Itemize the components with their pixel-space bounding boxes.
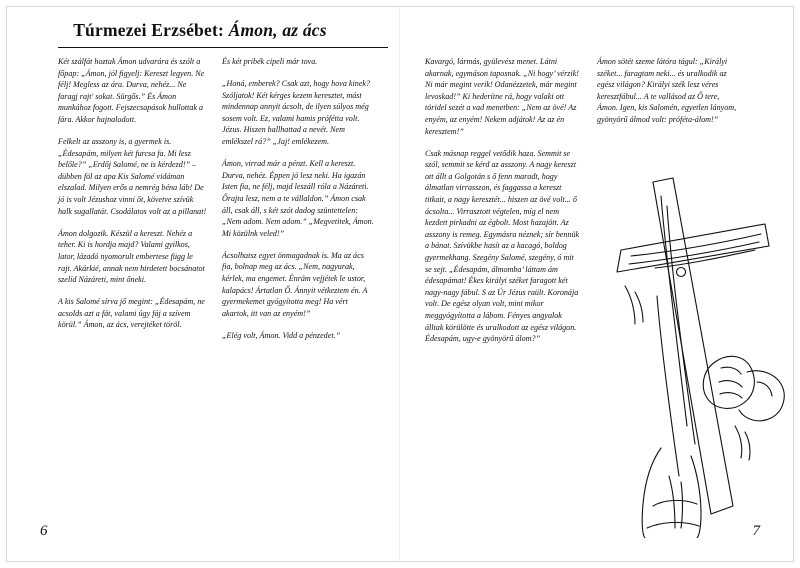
text-column-3: [425, 56, 581, 345]
paragraph: Ámon dolgozik. Készül a kereszt. Nehéz a teher. Ki is hordja majd? Valami gyilkos, lator, lázadó nyomorult embertese függ le rajt. Akárkié, annak nem hirdetett bocsánatot szelíd Názáreti, mint őneki.: [58, 228, 205, 285]
paragraph: Két szálfát hoztak Ámon udvarára és szólt a főpap: „Ámon, jól figyelj: Kereszt legyen. Ne félj! Megless az ára. Durva, nehéz... Ne faragj rajt' sokat. Sürgős.” És Ámon munkához fogott. Fejszecsapások hullottak a fára. Akkor hajnalodott.: [58, 57, 205, 124]
paragraph: Csak másnap reggel vetődik haza. Semmit se szól, semmit se kérd az asszony. A nagy kereszt ott állt a Golgotán s ő fenn maradt, hogy álmatlan virrasszon, és faggassa a kereszt titkait, a nagy keresztét... hiszen az övé volt... ő ácsolta... Virrasztott végtelen, míg el nem kezdett pirkadni az égbolt. Most hazajött. Az asszony is remeg. Egymásra néznek; sír bennük a bánat. Szívükbe hasít az a kacagó, boldog gyermekhang. Szegény Salomé, szegény, ó mit se sejt. „Édesapám, álmomba’ láttam ám édesapámat! Ékes királyi széket faragott két nagy-nagy fábul. S az Úr Jézus raült. Koronája volt. De egész olyan volt, mint mikor meggyógyította a lábom. Fényes angyalok álltak körülötte és uralkodott az egész világon. Édesapám, ugy-e gyönyörű álom?”: [425, 148, 580, 344]
illustration: [595, 176, 795, 538]
title-author: Túrmezei Erzsébet:: [73, 20, 225, 40]
text-column-2: [222, 56, 374, 341]
paragraph: És két pribék cipeli már tova.: [222, 57, 318, 66]
paragraph: „Honá, emberek? Csak azt, hogy hova kinek? Szóljatok! Két kérges kezem keresztet, mást mindennap annyit ácsolt, de ilyen súlyos még sosem volt. Ez, valami hamis prófétta volt. Jézus. Hiszen hallhattad a nevét. Nem emlékszel rá?” „Jaj! emlékezem.: [222, 79, 371, 147]
text-column-1: [58, 56, 208, 331]
paragraph: Ácsolhatsz egyet önmagadnak is. Ma az ács fia, bolnap meg az ács. „Nem, nagyurak, kérlek, ma engemet. Énrám vejjétek le ustor, kalapács! Ártatlan Ő. Ánnyit vétkeztem én. A gyermekemet gyógyította meg! Ha vért akartok, itt van az enyém!”: [222, 250, 368, 318]
title-divider: [58, 47, 388, 48]
paragraph: Kavargó, lármás, gyülevész menet. Látni akarnak, egymáson taposnak. „Ni hogy’ vérzik! Ni már megint verik! Odanézzetek, már megint levoskad!” Ki hederítne rá, hogy valaki ott töridel sezét a vad menetben: „Nem az övé! Az enyém, az enyém! Nekem adjátok! Az az én keresztem!”: [425, 57, 579, 136]
book-gutter: [399, 7, 400, 561]
page-number-right: 7: [752, 523, 760, 539]
text-column-4: [597, 56, 740, 126]
title-work: Ámon, az ács: [228, 20, 327, 40]
paragraph: A kis Salomé sírva jő megint: „Édesapám, ne acsolds azt a fát, valami úgy fáj a szívem körül.” Ámon, az ács, verejtéket töröl.: [58, 297, 205, 330]
paragraph: Ámon, virrad már a pénzt. Kell a kereszt. Durva, nehéz. Éppen jó lesz neki. Ha igazán Isten fia, ne félj, majd leszáll róla a Názáreti. Őrajta lesz, nem a te vállaldon.” Ámon csak áll, csak áll, s két szót dadog szüntettelen: „Nem adom. Nem adom.” „Megvetitek, Ámon. Mi közülnk veled!”: [222, 159, 374, 238]
paragraph: „Elég volt, Ámon. Vidd a pénzedet.”: [222, 330, 341, 340]
page-number-left: 6: [40, 523, 48, 539]
page-title: [0, 20, 400, 41]
paragraph: Ámon sötét szeme látóra tágul: „Királyi széket... faragtam neki... és uralkodik az egész világon? Királyi szék lesz véres keresztfábul... A te vallásod az Ő tere, Ámon. Igen, kis Salomén, egyetlen lányom, gyönyörű álmod volt: próféta-álom!”: [597, 57, 737, 124]
paragraph: Felkelt az asszony is, a gyermek is. „Édesapám, milyen két furcsa fa. Mi lesz belőle?” „Erdőj Salomé, ne is kérdezd!” – dübben föl az apa Kis Salomé vidáman elszalad. Milyen erős a nemrég béna láb! De jó is volt Jézushoz vinni őt, követve szívük halk sugallatát. Csodálatos volt az a pillanat!: [58, 137, 207, 216]
